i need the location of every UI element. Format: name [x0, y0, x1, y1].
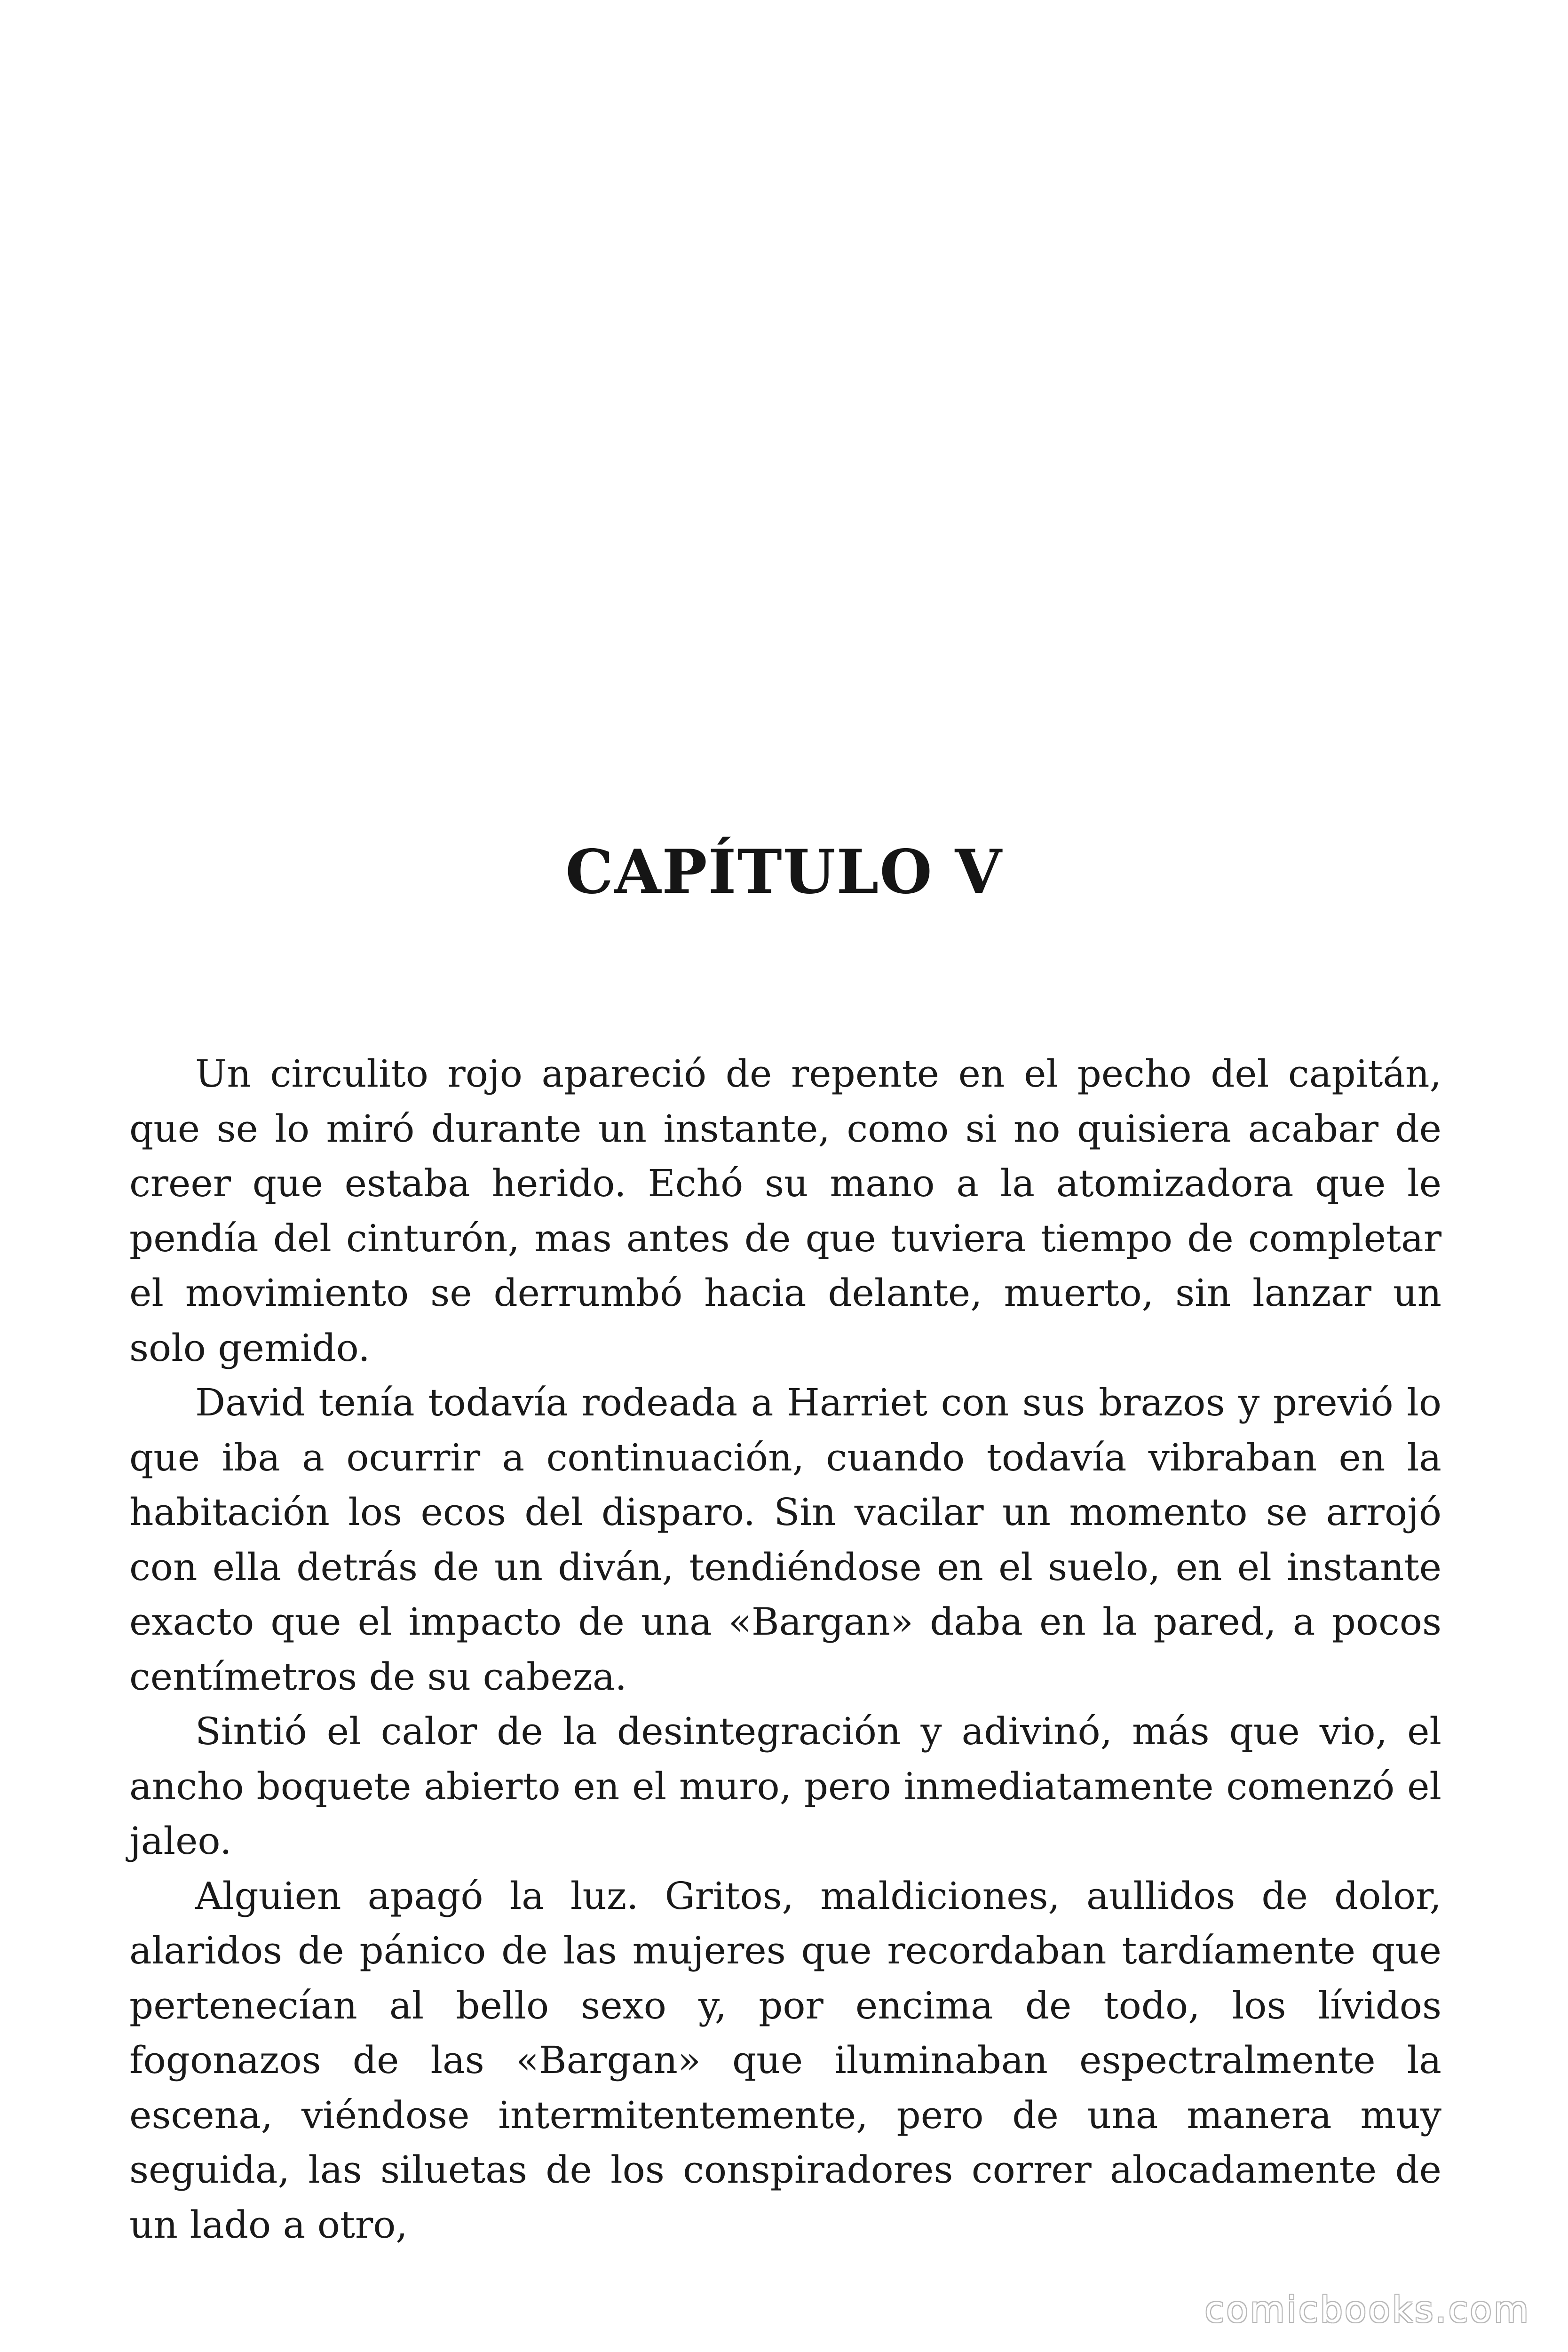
- chapter-body: [129, 1047, 1441, 2252]
- paragraph-3: Sintió el calor de la desintegración y adivinó, más que vio, el ancho boquete abierto en el muro, pero inmediatamente comenzó el jaleo.: [129, 1709, 1441, 1863]
- paragraph-4: Alguien apagó la luz. Gritos, maldiciones, aullidos de dolor, alaridos de pánico de las mujeres que recordaban tardíamente que pertenecían al bello sexo y, por encima de todo, los lívidos fogonazos de las «Bargan» que iluminaban espectralmente la escena, viéndose intermitentemente, pero de una manera muy seguida, las siluetas de los conspiradores correr alocadamente de un lado a otro,: [129, 1874, 1441, 2247]
- paragraph-1: Un circulito rojo apareció de repente en el pecho del capitán, que se lo miró durante un instante, como si no quisiera acabar de creer que estaba herido. Echó su mano a la atomizadora que le pendía del cinturón, mas antes de que tuviera tiempo de completar el movimiento se derrumbó hacia delante, muerto, sin lanzar un solo gemido.: [129, 1052, 1441, 1370]
- paragraph-2: David tenía todavía rodeada a Harriet con sus brazos y previó lo que iba a ocurrir a continuación, cuando todavía vibraban en la habitación los ecos del disparo. Sin vacilar un momento se arrojó con ella detrás de un diván, tendiéndose en el suelo, en el instante exacto que el impacto de una «Bargan» daba en la pared, a pocos centímetros de su cabeza.: [129, 1381, 1441, 1699]
- site-watermark: comicbooks.com: [1204, 2288, 1530, 2330]
- chapter-title: CAPÍTULO V: [565, 837, 1003, 907]
